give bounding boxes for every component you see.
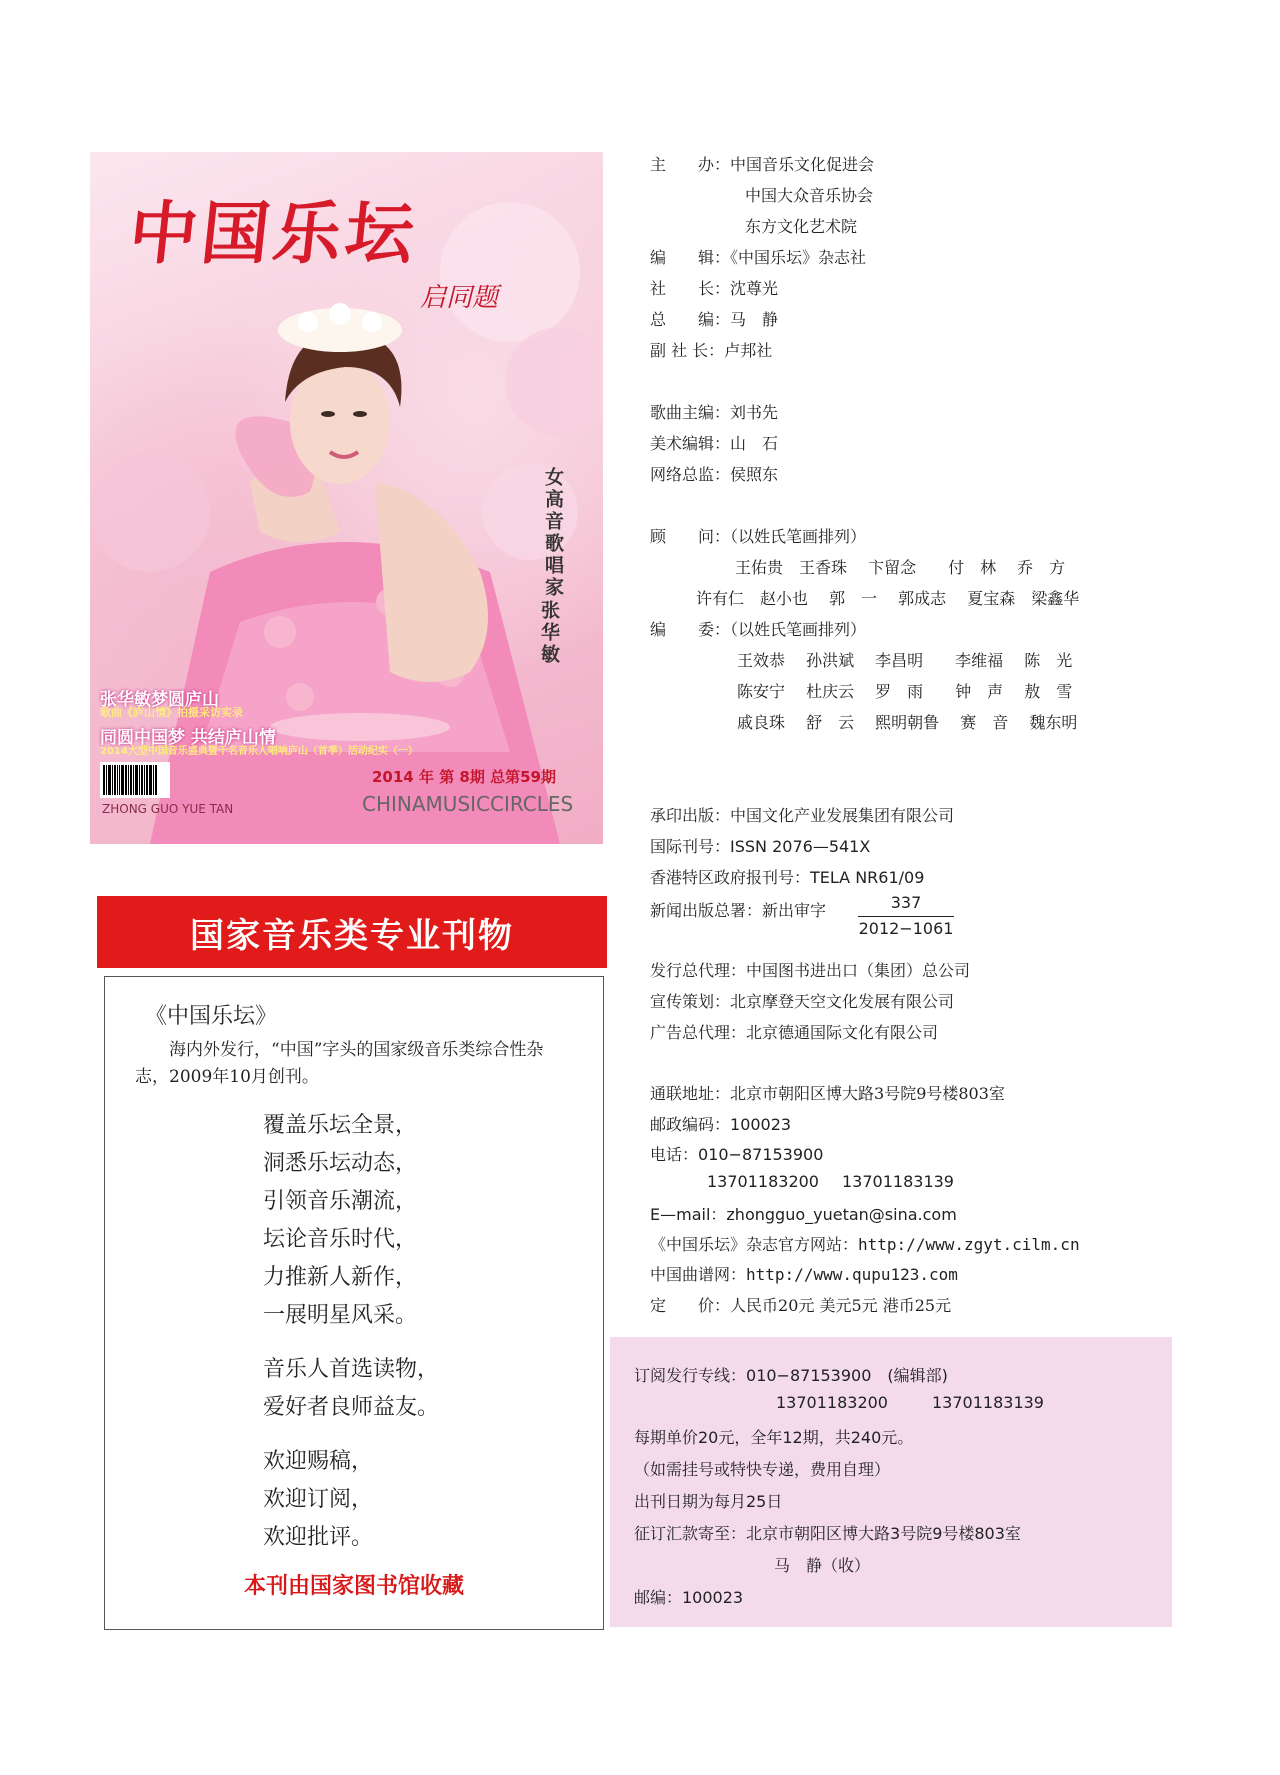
publishing-approval: 新闻出版总署：新出审字 bbox=[650, 901, 827, 920]
advisors-row: 许有仁 赵小也 郭 一 郭成志 夏宝森 梁鑫华 bbox=[696, 589, 1080, 608]
slogan-line: 欢迎赐稿， bbox=[263, 1449, 374, 1474]
cover-headline-1-sub: 歌曲《庐山情》拍摄采访实录 bbox=[100, 706, 243, 719]
masthead-committee: 编 委：（以姓氏笔画排列） bbox=[650, 620, 867, 639]
publishing-promotion: 宣传策划：北京摩登天空文化发展有限公司 bbox=[650, 992, 955, 1011]
banner-national-music-journal: 国家音乐类专业刊物 bbox=[97, 896, 607, 968]
slogan-line: 力推新人新作， bbox=[263, 1265, 418, 1290]
cover-artist-name: 张华敏 bbox=[538, 600, 560, 666]
slogan-line: 欢迎订阅， bbox=[263, 1487, 374, 1512]
cover-title: 中国乐坛 bbox=[125, 194, 422, 274]
intro-slogans bbox=[263, 1107, 439, 1557]
intro-title: 《中国乐坛》 bbox=[145, 1004, 278, 1029]
masthead-network-director: 网络总监：侯照东 bbox=[650, 465, 779, 484]
masthead-sponsor-2: 中国大众音乐协会 bbox=[745, 186, 874, 205]
contact-price: 定 价：人民币20元 美元5元 港币25元 bbox=[650, 1296, 952, 1315]
cover-headline-1: 张华敏梦圆庐山 bbox=[100, 690, 219, 710]
subscription-publish-date: 出刊日期为每月25日 bbox=[634, 1492, 783, 1511]
subscription-remit: 征订汇款寄至：北京市朝阳区博大路3号院9号楼803室 bbox=[634, 1524, 1021, 1543]
masthead-sponsor: 主 办：中国音乐文化促进会 bbox=[650, 155, 875, 174]
cover-side-caption: 女高音歌唱家 bbox=[542, 467, 564, 599]
contact-email[interactable]: E—mail：zhongguo_yuetan@sina.com bbox=[650, 1205, 957, 1224]
slogan-line: 爱好者良师益友。 bbox=[263, 1395, 440, 1420]
subscription-hotline: 订阅发行专线：010−87153900 (编辑部) bbox=[634, 1366, 948, 1385]
approval-number: $\frac{337}{2012-1061}$ bbox=[858, 893, 954, 938]
magazine-cover bbox=[90, 152, 603, 844]
contact-mobile-2: 13701183139 bbox=[842, 1172, 954, 1191]
masthead-editor: 编 辑：《中国乐坛》杂志社 bbox=[650, 248, 867, 267]
committee-row: 王效恭 孙洪斌 李昌明 李维福 陈 光 bbox=[737, 651, 1073, 670]
subscription-express-note: （如需挂号或特快专递，费用自理） bbox=[634, 1460, 891, 1479]
cover-english-title: CHINAMUSICCIRCLES bbox=[362, 792, 574, 816]
subscription-recipient: 马 静（收） bbox=[774, 1556, 871, 1575]
committee-row: 戚良珠 舒 云 熙明朝鲁 赛 音 魏东明 bbox=[737, 713, 1078, 732]
slogan-line: 音乐人首选读物， bbox=[263, 1357, 440, 1382]
advisors-row: 王佑贵 王香珠 卞留念 付 林 乔 方 bbox=[735, 558, 1066, 577]
publishing-hk-number: 香港特区政府报刊号：TELA NR61/09 bbox=[650, 868, 925, 887]
library-collection-note: 本刊由国家图书馆收藏 bbox=[243, 1574, 464, 1599]
publishing-distributor: 发行总代理：中国图书进出口（集团）总公司 bbox=[650, 961, 971, 980]
slogan-line: 引领音乐潮流， bbox=[263, 1189, 418, 1214]
slogan-line: 坛论音乐时代， bbox=[263, 1227, 418, 1252]
publishing-ads-agent: 广告总代理：北京德通国际文化有限公司 bbox=[650, 1023, 939, 1042]
contact-address: 通联地址：北京市朝阳区博大路3号院9号楼803室 bbox=[650, 1084, 1005, 1103]
committee-row: 陈安宁 杜庆云 罗 雨 钟 声 敖 雪 bbox=[737, 682, 1073, 701]
masthead-art-editor: 美术编辑：山 石 bbox=[650, 434, 779, 453]
masthead-president: 社 长：沈尊光 bbox=[650, 279, 779, 298]
subscription-mobile-2: 13701183139 bbox=[932, 1393, 1044, 1412]
cover-headline-2-sub: 2014大型中国音乐盛典暨千名音乐人唱响庐山（首季）活动纪实（一） bbox=[100, 746, 418, 757]
subscription-box bbox=[610, 1337, 1172, 1627]
cover-headline-2: 同圆中国梦 共结庐山情 bbox=[100, 728, 276, 748]
intro-box bbox=[104, 976, 604, 1630]
intro-description: 海内外发行，“中国”字头的国家级音乐类综合性杂志，2009年10月创刊。 bbox=[135, 1040, 544, 1087]
cover-pinyin: ZHONG GUO YUE TAN bbox=[102, 802, 234, 816]
subscription-mobile-1: 13701183200 bbox=[776, 1393, 888, 1412]
publishing-printer: 承印出版：中国文化产业发展集团有限公司 bbox=[650, 806, 955, 825]
barcode-icon bbox=[100, 762, 170, 798]
masthead-chief-editor: 总 编：马 静 bbox=[650, 310, 779, 329]
contact-website[interactable]: 《中国乐坛》杂志官方网站：http://www.zgyt.cilm.cn bbox=[650, 1235, 1080, 1254]
masthead-advisors: 顾 问：（以姓氏笔画排列） bbox=[650, 527, 867, 546]
subscription-price: 每期单价20元，全年12期，共240元。 bbox=[634, 1428, 914, 1447]
masthead-vice-president: 副 社 长：卢邦社 bbox=[650, 341, 773, 360]
contact-postcode: 邮政编码：100023 bbox=[650, 1115, 792, 1134]
contact-phone: 电话：010−87153900 bbox=[650, 1145, 824, 1164]
cover-issue: 2014 年 第 8期 总第59期 bbox=[372, 768, 556, 786]
slogan-line: 欢迎批评。 bbox=[263, 1525, 374, 1550]
slogan-line: 洞悉乐坛动态， bbox=[263, 1151, 418, 1176]
cover-calligrapher: 启同题 bbox=[420, 283, 499, 313]
contact-score-site[interactable]: 中国曲谱网：http://www.qupu123.com bbox=[650, 1265, 958, 1284]
publishing-issn: 国际刊号：ISSN 2076—541X bbox=[650, 837, 871, 856]
masthead-song-editor: 歌曲主编：刘书先 bbox=[650, 403, 779, 422]
slogan-line: 一展明星风采。 bbox=[263, 1303, 418, 1328]
contact-mobile-1: 13701183200 bbox=[707, 1172, 819, 1191]
masthead-sponsor-3: 东方文化艺术院 bbox=[745, 217, 858, 236]
slogan-line: 覆盖乐坛全景， bbox=[263, 1113, 418, 1138]
subscription-postcode: 邮编：100023 bbox=[634, 1588, 744, 1607]
